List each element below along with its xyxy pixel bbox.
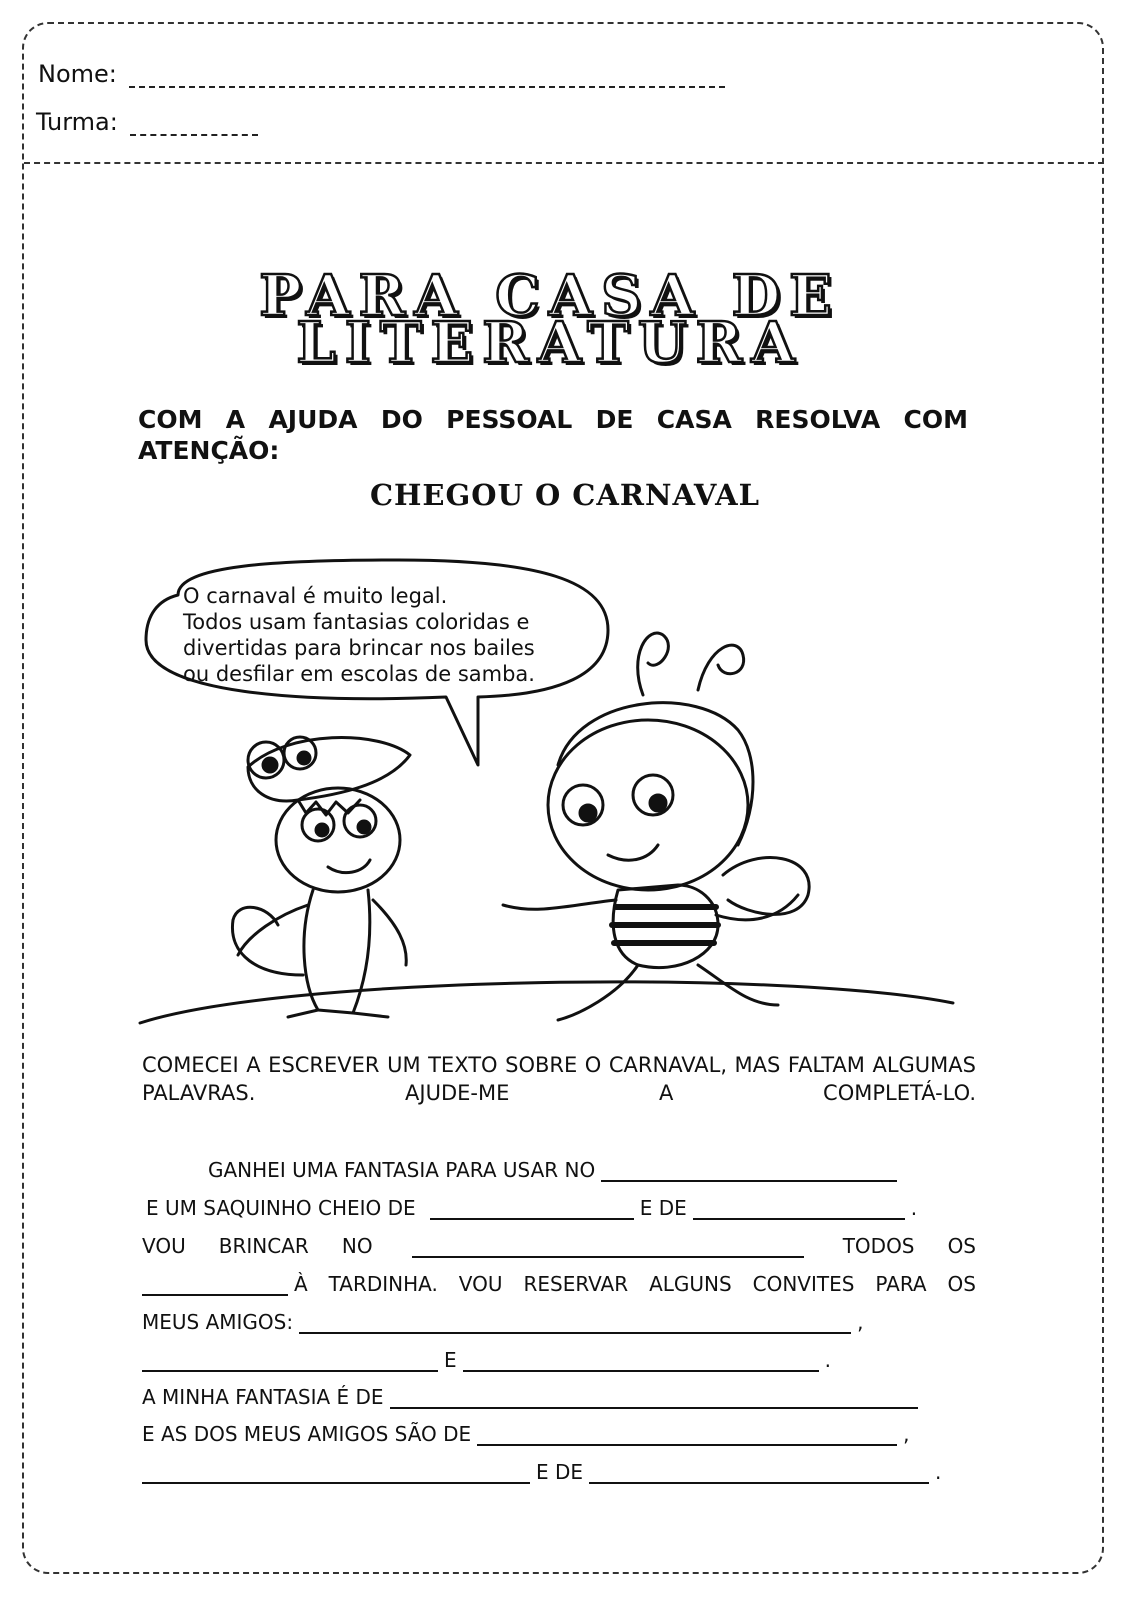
- cloze-text: TODOS: [842, 1234, 915, 1258]
- cloze-text: E DE: [536, 1460, 584, 1484]
- cloze-text: À TARDINHA. VOU RESERVAR ALGUNS CONVITES PARA OS: [294, 1272, 976, 1296]
- cloze-text: MEUS AMIGOS:: [142, 1310, 294, 1334]
- cloze-text: .: [910, 1196, 918, 1220]
- cloze-text: A MINHA FANTASIA É DE: [142, 1385, 384, 1409]
- cloze-row-8: [142, 1422, 910, 1446]
- bubble-line-4: ou desfilar em escolas de samba.: [183, 662, 535, 686]
- bubble-line-1: O carnaval é muito legal.: [183, 584, 448, 608]
- cloze-text: E DE: [639, 1196, 687, 1220]
- instruction-text: COM A AJUDA DO PESSOAL DE CASA RESOLVA COM ATENÇÃO:: [138, 405, 968, 465]
- cloze-blank[interactable]: [142, 1352, 438, 1372]
- name-line[interactable]: [129, 68, 725, 88]
- ground-line: [140, 982, 953, 1023]
- cloze-blank[interactable]: [142, 1276, 288, 1296]
- cloze-row-3: [142, 1234, 976, 1258]
- bubble-line-2: Todos usam fantasias coloridas e: [183, 610, 530, 634]
- prompt-text: COMECEI A ESCREVER UM TEXTO SOBRE O CARNAVAL, MAS FALTAM ALGUMAS PALAVRAS. AJUDE-ME A COMPLETÁ-LO.: [142, 1053, 976, 1105]
- name-field: [38, 60, 725, 88]
- cloze-text: GANHEI UMA FANTASIA PARA USAR NO: [208, 1158, 596, 1182]
- cloze-row-5: [142, 1310, 863, 1334]
- cloze-blank[interactable]: [589, 1464, 929, 1484]
- class-label: Turma:: [36, 108, 118, 136]
- title-line-1: PARA CASA DE: [259, 263, 841, 329]
- cloze-blank[interactable]: [463, 1352, 819, 1372]
- class-line[interactable]: [130, 116, 258, 136]
- bee-girl-figure: [503, 633, 809, 1020]
- cloze-text: BRINCAR: [218, 1234, 309, 1258]
- cloze-row-7: [142, 1385, 924, 1409]
- cloze-blank[interactable]: [430, 1200, 634, 1220]
- cloze-row-9: [142, 1460, 941, 1484]
- cloze-text: E: [444, 1348, 457, 1372]
- cloze-row-2: [146, 1196, 917, 1220]
- cloze-text: E AS DOS MEUS AMIGOS SÃO DE: [142, 1422, 472, 1446]
- cloze-row-6: [142, 1348, 831, 1372]
- cloze-blank[interactable]: [693, 1200, 905, 1220]
- cloze-blank[interactable]: [477, 1426, 897, 1446]
- subtitle: CHEGOU O CARNAVAL: [369, 478, 761, 512]
- class-field: [36, 108, 258, 136]
- cloze-blank[interactable]: [142, 1464, 530, 1484]
- speech-bubble-text: [183, 583, 613, 687]
- cloze-text: E UM SAQUINHO CHEIO DE: [146, 1196, 416, 1220]
- cloze-blank[interactable]: [390, 1389, 918, 1409]
- cloze-text: NO: [341, 1234, 373, 1258]
- bubble-line-3: divertidas para brincar nos bailes: [183, 636, 535, 660]
- header-divider: [24, 162, 1104, 164]
- title-line-2: LITERATURA: [296, 310, 804, 376]
- cloze-text: .: [824, 1348, 831, 1372]
- cloze-text: ,: [903, 1422, 910, 1446]
- cloze-row-1: [208, 1158, 903, 1182]
- cloze-text: OS: [947, 1234, 976, 1258]
- name-label: Nome:: [38, 60, 117, 88]
- cloze-blank[interactable]: [412, 1238, 804, 1258]
- cloze-text: .: [935, 1460, 942, 1484]
- cloze-blank[interactable]: [601, 1162, 897, 1182]
- cloze-blank[interactable]: [299, 1314, 851, 1334]
- cloze-row-4: [142, 1272, 976, 1296]
- cloze-text: ,: [857, 1310, 864, 1334]
- cloze-text: VOU: [142, 1234, 186, 1258]
- crocodile-boy-figure: [232, 737, 410, 1017]
